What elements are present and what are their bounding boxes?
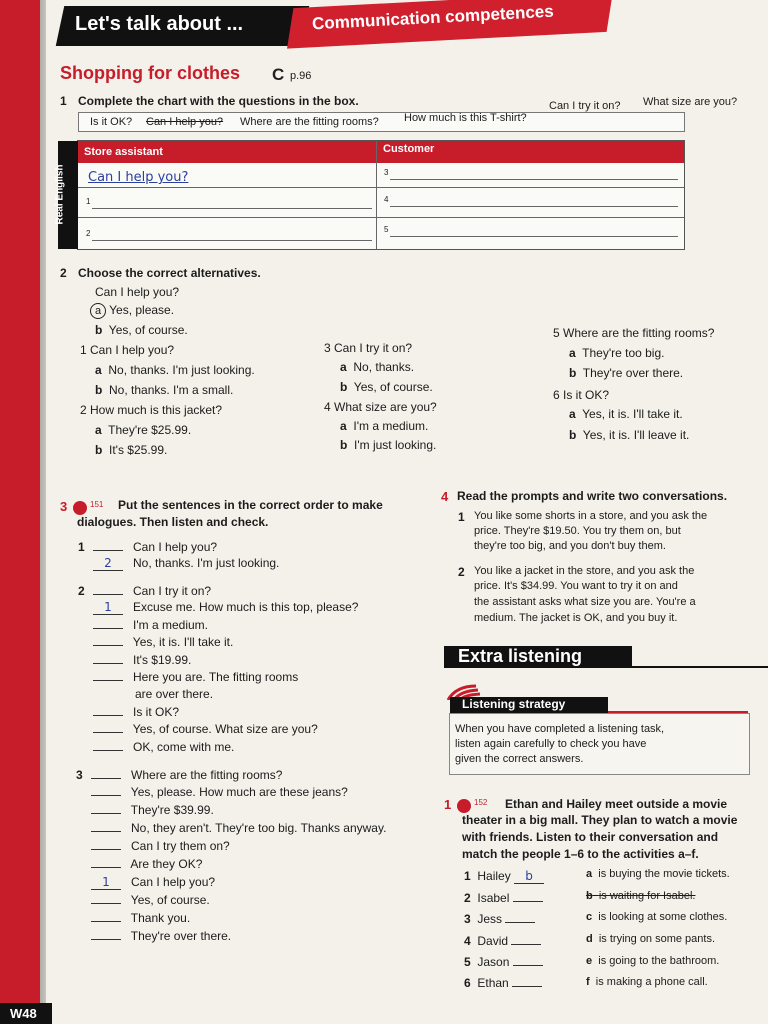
ex2-number: 2 <box>60 266 67 280</box>
chart-side-label: Real English <box>58 141 78 249</box>
word-box-item: Can I help you? <box>146 116 224 128</box>
word-box-item: Can I try it on? <box>549 100 621 112</box>
row-divider <box>78 187 684 188</box>
order-line[interactable]: 1 Excuse me. How much is this top, please? <box>93 600 358 615</box>
prompt-line: medium. The jacket is OK, and you buy it. <box>474 612 678 624</box>
ex2-question: 3 Can I try it on? <box>324 341 413 355</box>
col-customer: Customer <box>383 143 435 155</box>
extra-ex1-instruction: theater in a big mall. They plan to watch a movie <box>462 813 738 827</box>
row-divider <box>78 217 684 218</box>
example-option-a: a Yes, please. <box>90 303 174 319</box>
match-person[interactable]: 4 David <box>464 934 541 948</box>
word-box-item: What size are you? <box>643 96 738 108</box>
ex4-instruction: Read the prompts and write two conversations. <box>457 489 728 503</box>
ex2-option[interactable]: b I'm just looking. <box>340 438 437 452</box>
chart-header <box>78 141 684 163</box>
row-number: 4 <box>384 195 389 204</box>
match-activity: b is waiting for Isabel. <box>586 890 696 902</box>
ex2-instruction: Choose the correct alternatives. <box>78 266 261 280</box>
order-line[interactable]: Can I try them on? <box>91 839 230 853</box>
extra-ex1-instruction: with friends. Listen to their conversation and <box>462 830 719 844</box>
order-line[interactable]: Are they OK? <box>91 857 202 871</box>
row-number: 2 <box>86 229 91 238</box>
header-right-text: Communication competences <box>311 1 555 34</box>
word-box-item: Where are the fitting rooms? <box>240 116 379 128</box>
header-left-text: Let's talk about ... <box>75 13 244 35</box>
example-question: Can I help you? <box>95 285 180 299</box>
book-spine <box>0 0 40 1024</box>
prompt-line: price. It's $34.99. You want to try it on and <box>474 580 678 592</box>
ex2-option[interactable]: b No, thanks. I'm a small. <box>95 383 234 397</box>
ex2-question: 5 Where are the fitting rooms? <box>553 326 715 340</box>
prompt-line: they're too big, and you don't buy them. <box>474 540 666 552</box>
order-line[interactable]: Yes, please. How much are these jeans? <box>91 785 348 799</box>
match-person[interactable]: 5 Jason <box>464 955 543 969</box>
page-number-tag <box>0 1003 52 1024</box>
ex2-option[interactable]: a They're $25.99. <box>95 423 192 437</box>
order-line[interactable]: Yes, it is. I'll take it. <box>93 635 233 649</box>
dialogue-chart <box>54 140 685 250</box>
page-number: W48 <box>10 1006 37 1021</box>
prompt-number: 1 <box>458 510 465 524</box>
row-number: 5 <box>384 225 389 234</box>
ex3-instruction: dialogues. Then listen and check. <box>77 515 269 529</box>
ex3-instruction: Put the sentences in the correct order to make <box>118 498 383 512</box>
ex3-number: 3 <box>60 499 68 514</box>
order-line[interactable]: Is it OK? <box>93 705 179 719</box>
match-activity: c is looking at some clothes. <box>586 911 728 923</box>
match-activity: d is trying on some pants. <box>586 933 716 945</box>
extra-listening-rule <box>632 666 768 668</box>
match-person[interactable]: 1 Hailey b <box>464 869 544 884</box>
order-line[interactable]: 1 Can I help you? <box>91 875 215 890</box>
strategy-text: given the correct answers. <box>455 753 584 765</box>
dialogue-number: 3 <box>76 768 83 782</box>
ex2-question: 2 How much is this jacket? <box>80 403 223 417</box>
match-activity: f is making a phone call. <box>586 976 708 988</box>
circled-answer-icon: a <box>90 303 106 319</box>
row-number: 1 <box>86 197 91 206</box>
order-line[interactable]: Where are the fitting rooms? <box>91 768 282 782</box>
ex2-question: 6 Is it OK? <box>553 388 610 402</box>
order-line[interactable]: Can I try it on? <box>93 584 211 598</box>
strategy-text: When you have completed a listening task, <box>455 723 665 735</box>
order-line[interactable]: They're $39.99. <box>91 803 214 817</box>
prompt-line: You like a jacket in the store, and you ask the <box>474 565 695 577</box>
strategy-text: listen again carefully to check you have <box>455 738 647 750</box>
extra-ex1-number: 1 <box>444 797 452 812</box>
order-line[interactable]: Yes, of course. What size are you? <box>93 722 318 736</box>
track-number: 151 <box>90 500 104 509</box>
page-title: Shopping for clothes <box>60 63 240 83</box>
ex2-option[interactable]: a Yes, it is. I'll take it. <box>569 407 683 421</box>
ex1-instruction: Complete the chart with the questions in the box. <box>78 94 359 108</box>
ex2-option[interactable]: b Yes, of course. <box>340 380 433 394</box>
word-box-item: Is it OK? <box>90 116 133 128</box>
column-divider <box>376 141 377 249</box>
order-line[interactable]: I'm a medium. <box>93 618 208 632</box>
extra-ex1-instruction: match the people 1–6 to the activities a–f. <box>462 847 699 861</box>
ex2-option[interactable]: b It's $25.99. <box>95 443 168 457</box>
ex2-option[interactable]: b They're over there. <box>569 366 684 380</box>
order-line[interactable]: 2 No, thanks. I'm just looking. <box>93 556 279 571</box>
order-line[interactable]: Thank you. <box>91 911 190 925</box>
ex2-option[interactable]: a I'm a medium. <box>340 419 429 433</box>
match-person[interactable]: 3 Jess <box>464 912 535 926</box>
match-activity: a is buying the movie tickets. <box>586 868 730 880</box>
extra-listening-title: Extra listening <box>458 646 583 666</box>
write-line[interactable] <box>390 236 678 237</box>
order-line[interactable]: OK, come with me. <box>93 740 234 754</box>
ex2-option[interactable]: a No, thanks. <box>340 360 415 374</box>
write-line[interactable] <box>92 240 372 241</box>
match-activity: e is going to the bathroom. <box>586 955 720 967</box>
dialogue-number: 2 <box>78 584 85 598</box>
ex2-option[interactable]: a No, thanks. I'm just looking. <box>95 363 255 377</box>
ex2-question: 1 Can I help you? <box>80 343 175 357</box>
ex2-question: 4 What size are you? <box>324 400 437 414</box>
match-person[interactable]: 2 Isabel <box>464 891 543 905</box>
write-line[interactable] <box>92 208 372 209</box>
ex1-number: 1 <box>60 94 67 108</box>
write-line[interactable] <box>390 179 678 180</box>
chart-answer: Can I help you? <box>88 170 189 185</box>
order-line[interactable]: It's $19.99. <box>93 653 191 667</box>
write-line[interactable] <box>390 206 678 207</box>
order-line-continuation: are over there. <box>135 687 214 701</box>
ex4-number: 4 <box>441 489 449 504</box>
prompt-line: price. They're $19.50. You try them on, but <box>474 525 681 537</box>
prompt-line: the assistant asks what size you are. You're a <box>474 596 696 608</box>
ex2-option[interactable]: a They're too big. <box>569 346 665 360</box>
example-option-b: b Yes, of course. <box>95 323 188 337</box>
page-reference: p.96 <box>290 70 312 82</box>
match-person[interactable]: 6 Ethan <box>464 976 542 990</box>
strategy-title: Listening strategy <box>462 697 566 711</box>
col-store-assistant: Store assistant <box>84 146 163 158</box>
ex2-option[interactable]: b Yes, it is. I'll leave it. <box>569 428 690 442</box>
order-line[interactable]: Yes, of course. <box>91 893 210 907</box>
prompt-line: You like some shorts in a store, and you ask the <box>474 510 708 522</box>
cd-icon: C <box>272 65 285 84</box>
order-line[interactable]: They're over there. <box>91 929 231 943</box>
row-number: 3 <box>384 168 389 177</box>
extra-ex1-instruction: Ethan and Hailey meet outside a movie <box>505 797 728 811</box>
order-line[interactable]: Can I help you? <box>93 540 217 554</box>
order-line[interactable]: Here you are. The fitting rooms <box>93 670 298 684</box>
word-box-item: How much is this T-shirt? <box>404 112 527 124</box>
dialogue-number: 1 <box>78 540 85 554</box>
prompt-number: 2 <box>458 565 465 579</box>
order-line[interactable]: No, they aren't. They're too big. Thanks anyway. <box>91 821 386 835</box>
track-number: 152 <box>474 798 488 807</box>
